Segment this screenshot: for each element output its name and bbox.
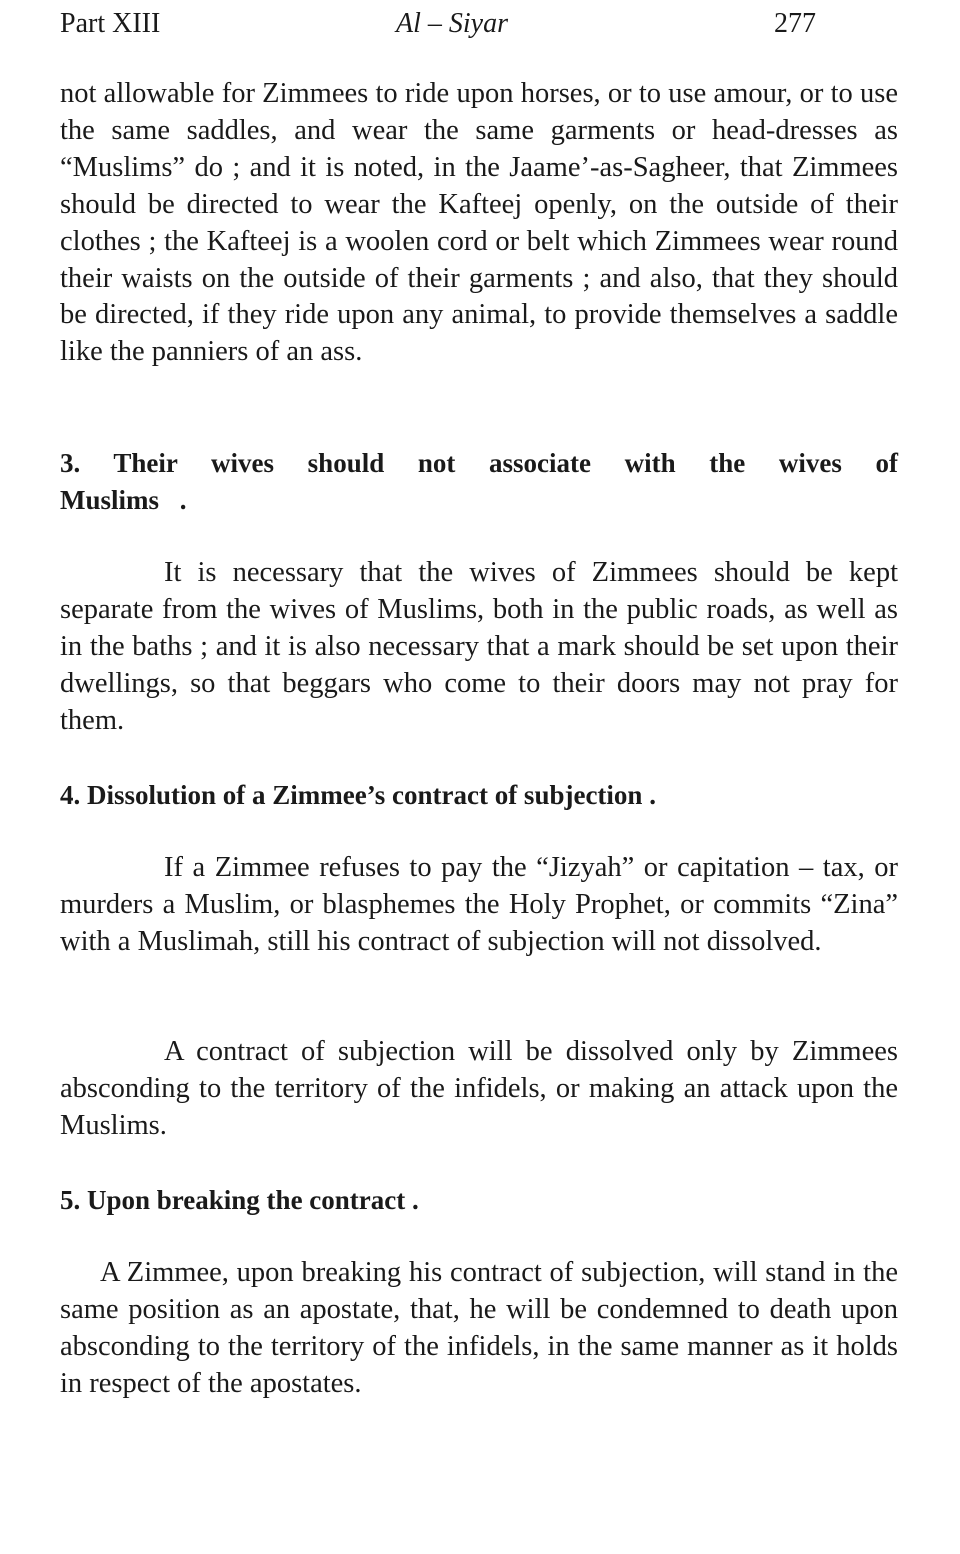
section-3-heading: 3. Their wives should not associate with the wives of Muslims . [60,448,898,515]
intro-paragraph: not allowable for Zimmees to ride upon horses, or to use amour, or to use the same saddles, and wear the same garments or head-dresses as “Muslims” do ; and it is noted, in the Jaame’-as-Sagheer, that Zimmees should be directed to wear the Kafteej openly, on the outside of their clothes ; the Kafteej is a woolen cord or belt which Zimmees wear round their waists on the outside of their garments ; and also, that they should be directed, if they ride upon any animal, to provide themselves a saddle like the panniers of an ass. [60,78,898,368]
section-5-paragraph: A Zimmee, upon breaking his contract of subjection, will stand in the same position as an apostate, that, he will be condemned to death upon absconding to the territory of the infidels, in the same manner as it holds in respect of the apostates. [60,1257,898,1399]
section-4-heading: 4. Dissolution of a Zimmee’s contract of subjection . [60,780,656,810]
section-5-heading: 5. Upon breaking the contract . [60,1185,419,1215]
running-title: Al – Siyar [396,8,508,39]
document-page [60,0,898,1554]
page-header [60,4,898,44]
section-4-paragraph-1: If a Zimmee refuses to pay the “Jizyah” or capitation – tax, or murders a Muslim, or blasphemes the Holy Prophet, or commits “Zina” with a Muslimah, still his contract of subjection will not dissolved. [60,852,898,957]
section-4-paragraph-2: A contract of subjection will be dissolved only by Zimmees absconding to the territory of the infidels, or making an attack upon the Muslims. [60,1036,898,1141]
page-number: 277 [774,8,816,39]
section-3-paragraph: It is necessary that the wives of Zimmees should be kept separate from the wives of Muslims, both in the public roads, as well as in the baths ; and it is also necessary that a mark should be set upon their dwellings, so that beggars who come to their doors may not pray for them. [60,557,898,736]
part-label: Part XIII [60,8,161,39]
